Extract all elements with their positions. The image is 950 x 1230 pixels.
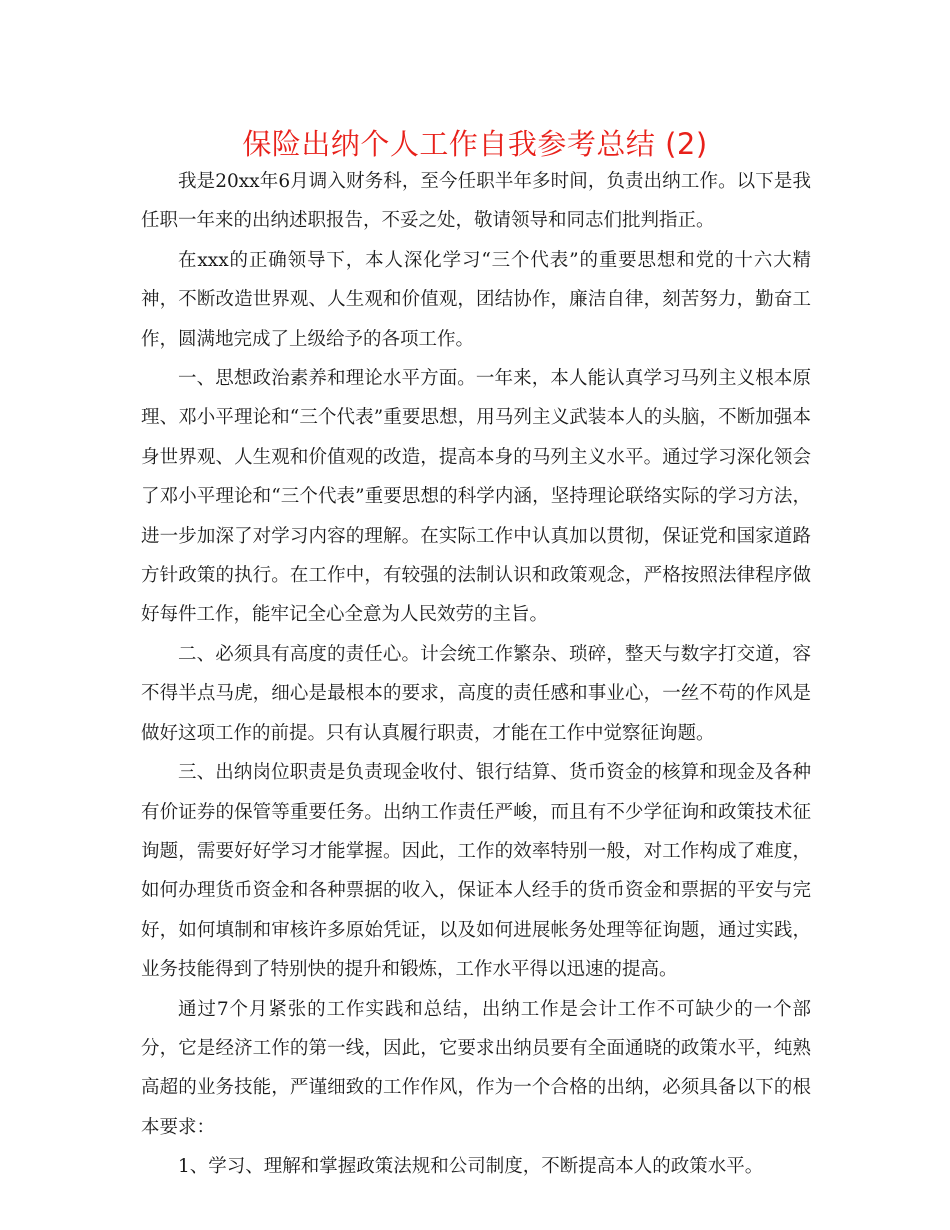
paragraph-requirement-1: 1、学习、理解和掌握政策法规和公司制度，不断提高本人的政策水平。 — [178, 1156, 764, 1178]
paragraph-cashier-duties: 三、出纳岗位职责是负责现金收付、银行结算、货币资金的核算和现金及各种有价证券的保管等重要任务。出纳工作责任严峻，而且有不少学征询和政策技术征询题，需要好好学习才能掌握。因此，工作的效率特别一般，对工作构成了难度，如何办理货币资金和各种票据的收入，保证本人经手的货币资金和票据的平安与完好，如何填制和审核许多原始凭证，以及如何进展帐务处理等征询题，通过实践，业务技能得到了特别快的提升和锻炼，工作水平得以迅速的提高。 — [141, 762, 811, 981]
document-body — [141, 162, 811, 1187]
paragraph-intro: 我是20xx年6月调入财务科，至今任职半年多时间，负责出纳工作。以下是我任职一年来的出纳述职报告，不妥之处，敬请领导和同志们批判指正。 — [141, 171, 811, 232]
paragraph-leadership: 在xxx的正确领导下，本人深化学习“三个代表”的重要思想和党的十六大精神，不断改造世界观、人生观和价值观，团结协作，廉洁自律，刻苦努力，勤奋工作，圆满地完成了上级给予的各项工作。 — [141, 249, 811, 350]
paragraph-responsibility: 二、必须具有高度的责任心。计会统工作繁杂、琐碎，整天与数字打交道，容不得半点马虎，细心是最根本的要求，高度的责任感和事业心，一丝不苟的作风是做好这项工作的前提。只有认真履行职责，才能在工作中觉察征询题。 — [141, 643, 811, 744]
document-title: 保险出纳个人工作自我参考总结 (2) — [242, 127, 708, 161]
paragraph-summary: 通过7个月紧张的工作实践和总结，出纳工作是会计工作不可缺少的一个部分，它是经济工作的第一线，因此，它要求出纳员要有全面通晓的政策水平，纯熟高超的业务技能，严谨细致的工作作风，作为一个合格的出纳，必须具备以下的根本要求： — [141, 998, 811, 1138]
paragraph-political-theory: 一、思想政治素养和理论水平方面。一年来，本人能认真学习马列主义根本原理、邓小平理论和“三个代表”重要思想，用马列主义武装本人的头脑，不断加强本身世界观、人生观和价值观的改造，提高本身的马列主义水平。通过学习深化领会了邓小平理论和“三个代表”重要思想的科学内涵，坚持理论联络实际的学习方法，进一步加深了对学习内容的理解。在实际工作中认真加以贯彻，保证党和国家道路方针政策的执行。在工作中，有较强的法制认识和政策观念，严格按照法律程序做好每件工作，能牢记全心全意为人民效劳的主旨。 — [141, 368, 811, 626]
